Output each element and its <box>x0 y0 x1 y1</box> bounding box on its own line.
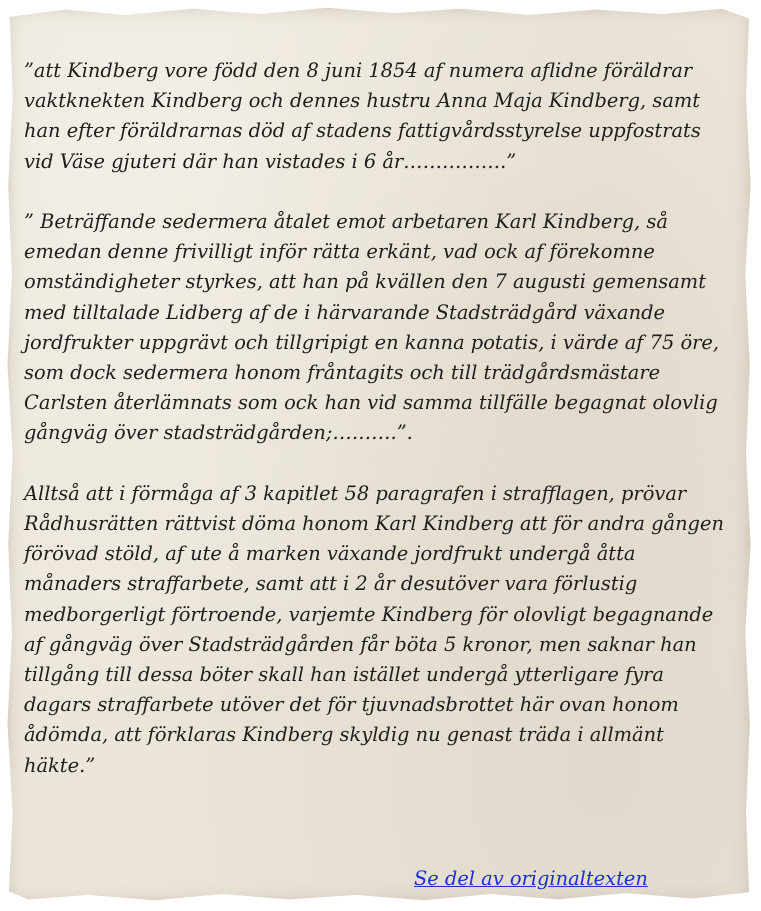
paragraph-birth-record: ”att Kindberg vore född den 8 juni 1854 af numera aflidne föräldrar vaktknekten Kindberg och dennes hustru Anna Maja Kindberg, samt han efter föräldrarnas död af stadens fattigvårdsstyrelse uppfostrats vid Väse gjuteri där han vistades i 6 år…………….” <box>24 59 701 173</box>
paragraph-gap <box>24 177 736 207</box>
paragraph-charge: ” Beträffande sedermera åtalet emot arbetaren Karl Kindberg, så emedan denne frivilligt inför rätta erkänt, vad ock af förekomne omständigheter styrkes, att han på kvällen den 7 augusti gemensamt med tilltalade Lidberg af de i härvarande Stadsträdgård växande jordfrukter uppgrävt och tillgripigt en kanna potatis, i värde af 75 öre, som dock sedermera honom fråntagits och till trädgårdsmästare Carlsten återlämnats som ock han vid samma tillfälle begagnat olovlig gångväg över stadsträdgården;……….”. <box>24 210 720 445</box>
paragraph-verdict: Alltså att i förmåga af 3 kapitlet 58 paragrafen i strafflagen, prövar Rådhusrätten rättvist döma honom Karl Kindberg att för andra gången förövad stöld, af ute å marken växande jordfrukt undergå åtta månaders straffarbete, samt att i 2 år desutöver vara förlustig medborgerligt förtroende, varjemte Kindberg för olovligt begagnande af gångväg över Stadsträdgården får böta 5 kronor, men saknar han tillgång till dessa böter skall han istället undergå ytterligare fyra dagars straffarbete utöver det för tjuvnadsbrottet här ovan honom ådömda, att förklaras Kindberg skyldig nu genast träda i allmänt häkte.” <box>24 481 724 777</box>
paragraph-gap <box>24 449 736 479</box>
original-text-link[interactable]: Se del av originaltexten <box>414 867 648 890</box>
transcription-text <box>24 56 736 781</box>
